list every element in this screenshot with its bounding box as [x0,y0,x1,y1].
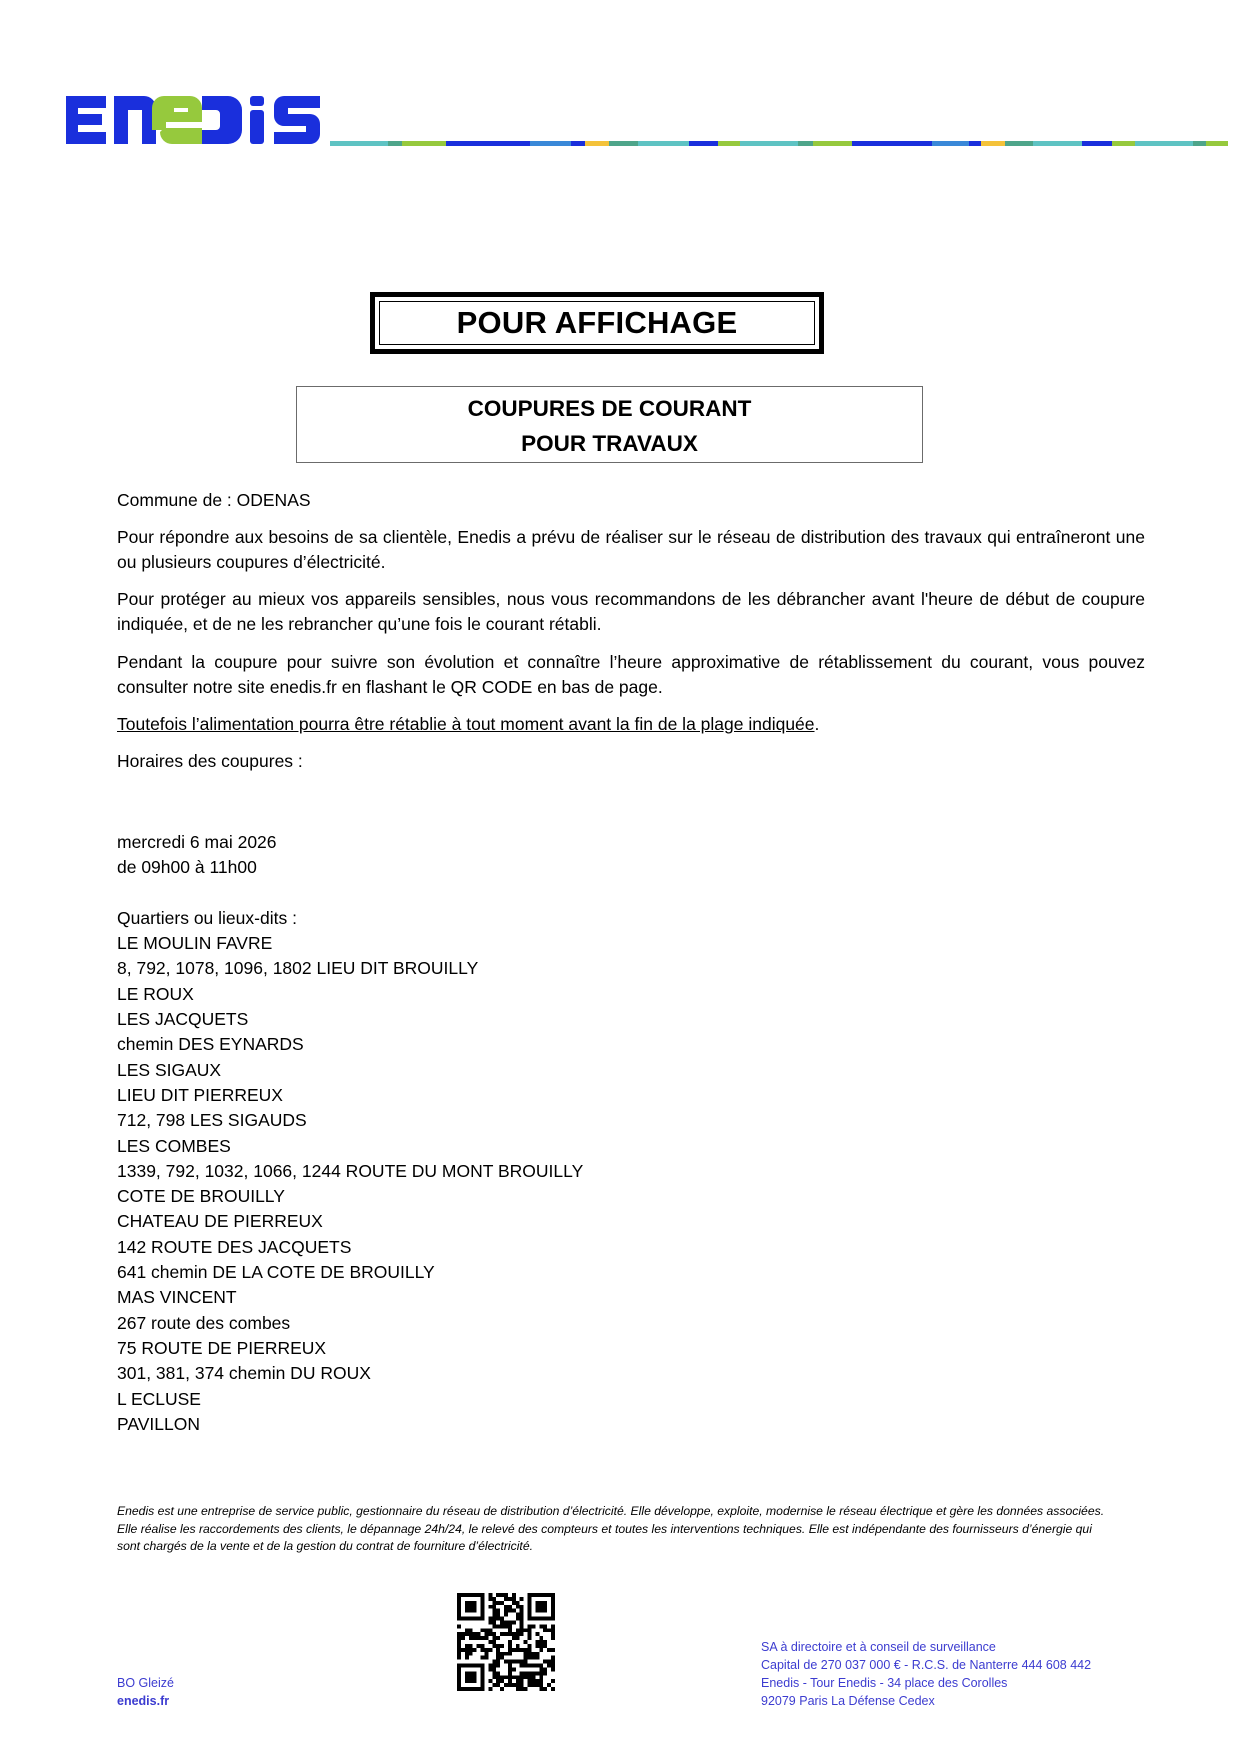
stripe-segment [1005,141,1033,146]
stripe-segment [798,141,812,146]
location-item: 75 ROUTE DE PIERREUX [117,1337,327,1358]
location-item: PAVILLON [117,1413,200,1434]
stripe-segment [585,141,609,146]
location-item: LE ROUX [117,983,194,1004]
enedis-logo [62,92,322,148]
website-link[interactable]: enedis.fr [117,1694,170,1708]
location-item: 142 ROUTE DES JACQUETS [117,1236,352,1257]
stripe-segment [388,141,402,146]
location-item: LES COMBES [117,1135,231,1156]
location-item: 641 chemin DE LA COTE DE BROUILLY [117,1262,435,1283]
warning-line [117,712,1145,737]
advice-paragraph: Pour protéger au mieux vos appareils sensibles, nous vous recommandons de les débrancher avant l'heure de début de coupure indiquée, et de ne les rebrancher qu’une fois le courant rétabli. [117,589,1145,634]
stripe-segment [571,141,585,146]
stripe-segment [1112,141,1135,146]
location-item: 301, 381, 374 chemin DU ROUX [117,1363,371,1384]
stripe-segment [852,141,931,146]
pour-affichage-title: POUR AFFICHAGE [379,301,815,345]
stripe-segment [530,141,571,146]
location-item: LIEU DIT PIERREUX [117,1084,283,1105]
stripe-segment [969,141,981,146]
outage-time: de 09h00 à 11h00 [117,857,257,878]
horaires-label: Horaires des coupures : [117,751,303,771]
location-item: 267 route des combes [117,1312,291,1333]
location-item: 1339, 792, 1032, 1066, 1244 ROUTE DU MONT BROUILLY [117,1160,584,1181]
stripe-segment [813,141,853,146]
company-line: 92079 Paris La Défense Cedex [761,1694,935,1708]
commune-line: Commune de : ODENAS [117,490,311,510]
location-item: COTE DE BROUILLY [117,1186,285,1207]
office-name: BO Gleizé [117,1676,174,1690]
stripe-segment [402,141,445,146]
company-line: Capital de 270 037 000 € - R.C.S. de Nanterre 444 608 442 [761,1658,1092,1672]
locations-label: Quartiers ou lieux-dits : [117,907,297,928]
intro-paragraph: Pour répondre aux besoins de sa clientèle, Enedis a prévu de réaliser sur le réseau de distribution des travaux qui entraîneront une ou plusieurs coupures d’électricité. [117,527,1145,572]
warning-period: . [814,714,820,734]
stripe-segment [609,141,638,146]
company-info [761,1638,1091,1710]
stripe-segment [718,141,741,146]
stripe-segment [1193,141,1206,146]
stripe-segment [1206,141,1228,146]
location-item: L ECLUSE [117,1388,201,1409]
stripe-segment [689,141,718,146]
location-item: 8, 792, 1078, 1096, 1802 LIEU DIT BROUILLY [117,958,479,979]
location-item: chemin DES EYNARDS [117,1034,304,1055]
schedule-block [117,830,583,1437]
location-item: LES SIGAUX [117,1059,222,1080]
stripe-segment [981,141,1005,146]
company-line: Enedis - Tour Enedis - 34 place des Corolles [761,1676,1008,1690]
location-item: MAS VINCENT [117,1287,237,1308]
location-item: LE MOULIN FAVRE [117,933,273,954]
location-item: 712, 798 LES SIGAUDS [117,1110,307,1131]
stripe-segment [1082,141,1112,146]
warning-text: Toutefois l’alimentation pourra être rétablie à tout moment avant la fin de la plage indiquée [117,714,815,734]
pour-affichage-box [370,292,824,354]
stripe-segment [330,141,388,146]
tracking-paragraph: Pendant la coupure pour suivre son évolution et connaître l’heure approximative de rétablissement du courant, vous pouvez consulter notre site enedis.fr en flashant le QR CODE en bas de page. [117,652,1145,697]
legal-notice: Enedis est une entreprise de service public, gestionnaire du réseau de distribution d’électricité. Elle développe, exploite, modernise le réseau électrique et gère les données associées. Elle réalise les raccordements des clients, le dépannage 24h/24, le relevé des compteurs et toutes les interventions techniques. Elle est indépendante des fournisseurs d’énergie qui sont chargés de la vente et de la gestion du contrat de fourniture d’électricité. [117,1504,1105,1553]
coupures-title-line1: COUPURES DE COURANT [467,396,752,421]
stripe-segment [1135,141,1193,146]
brand-color-stripe [330,141,1228,146]
coupures-title-line2: POUR TRAVAUX [521,431,698,456]
coupures-title-box [296,386,923,463]
stripe-segment [740,141,798,146]
outage-date: mercredi 6 mai 2026 [117,832,277,852]
qr-code-icon[interactable] [457,1593,555,1691]
stripe-segment [932,141,969,146]
company-line: SA à directoire et à conseil de surveillance [761,1640,996,1654]
location-item: LES JACQUETS [117,1009,249,1030]
location-item: CHATEAU DE PIERREUX [117,1211,323,1232]
stripe-segment [638,141,689,146]
footer-office [117,1674,174,1710]
stripe-segment [446,141,530,146]
stripe-segment [1033,141,1082,146]
locations-list [117,931,583,1437]
